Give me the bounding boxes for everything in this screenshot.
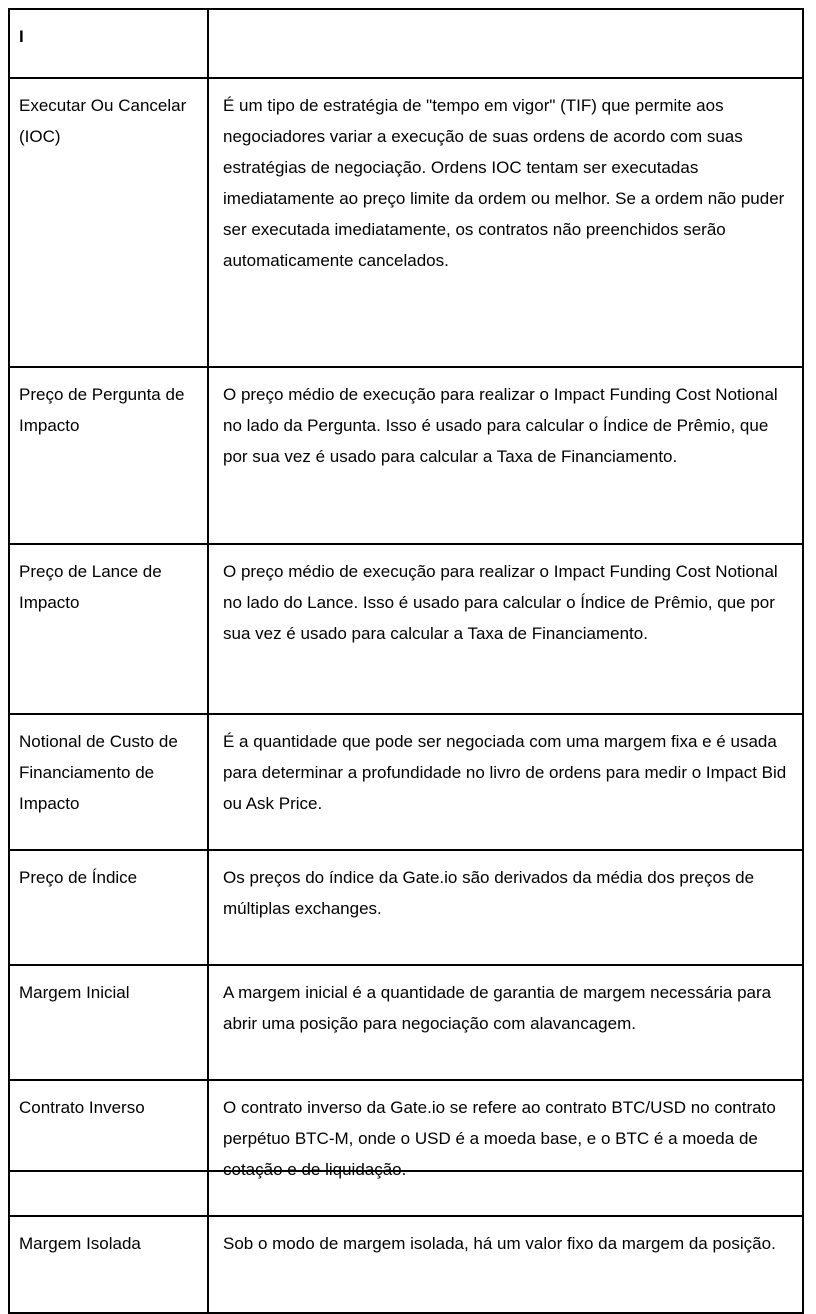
term-cell: Preço de Índice bbox=[9, 850, 208, 965]
section-letter: I bbox=[9, 9, 208, 78]
term-cell: Contrato Inverso bbox=[9, 1080, 208, 1216]
term-cell: Executar Ou Cancelar (IOC) bbox=[9, 78, 208, 367]
table-row bbox=[9, 367, 803, 544]
table-row bbox=[9, 965, 803, 1080]
table-row-letter bbox=[9, 9, 803, 78]
table-row bbox=[9, 1080, 803, 1216]
table-row bbox=[9, 1216, 803, 1313]
term-cell: Notional de Custo de Financiamento de Impacto bbox=[9, 714, 208, 850]
definition-cell: O preço médio de execução para realizar o Impact Funding Cost Notional no lado do Lance. Isso é usado para calcular o Índice de Prêmio, que por sua vez é usado para calcular a Taxa de Financiamento. bbox=[208, 544, 803, 714]
definition-cell: É a quantidade que pode ser negociada com uma margem fixa e é usada para determinar a profundidade no livro de ordens para medir o Impact Bid ou Ask Price. bbox=[208, 714, 803, 850]
definition-cell: É um tipo de estratégia de "tempo em vigor" (TIF) que permite aos negociadores variar a execução de suas ordens de acordo com suas estratégias de negociação. Ordens IOC tentam ser executadas imediatamente ao preço limite da ordem ou melhor. Se a ordem não puder ser executada imediatamente, os contratos não preenchidos serão automaticamente cancelados. bbox=[208, 78, 803, 367]
term-cell: Preço de Lance de Impacto bbox=[9, 544, 208, 714]
definition-cell bbox=[208, 9, 803, 78]
term-cell: Margem Inicial bbox=[9, 965, 208, 1080]
next-table-top-border bbox=[8, 1170, 804, 1172]
definition-cell: A margem inicial é a quantidade de garantia de margem necessária para abrir uma posição para negociação com alavancagem. bbox=[208, 965, 803, 1080]
definition-cell: Sob o modo de margem isolada, há um valor fixo da margem da posição. bbox=[208, 1216, 803, 1313]
table-row bbox=[9, 850, 803, 965]
term-cell: Preço de Pergunta de Impacto bbox=[9, 367, 208, 544]
definition-cell: O preço médio de execução para realizar o Impact Funding Cost Notional no lado da Pergunta. Isso é usado para calcular o Índice de Prêmio, que por sua vez é usado para calcular a Taxa de Financiamento. bbox=[208, 367, 803, 544]
term-cell: Margem Isolada bbox=[9, 1216, 208, 1313]
table-row bbox=[9, 78, 803, 367]
definition-cell: Os preços do índice da Gate.io são derivados da média dos preços de múltiplas exchanges. bbox=[208, 850, 803, 965]
glossary-table bbox=[8, 8, 804, 1314]
definition-cell: O contrato inverso da Gate.io se refere ao contrato BTC/USD no contrato perpétuo BTC-M, onde o USD é a moeda base, e o BTC é a moeda de cotação e de liquidação. bbox=[208, 1080, 803, 1216]
table-row bbox=[9, 714, 803, 850]
table-row bbox=[9, 544, 803, 714]
